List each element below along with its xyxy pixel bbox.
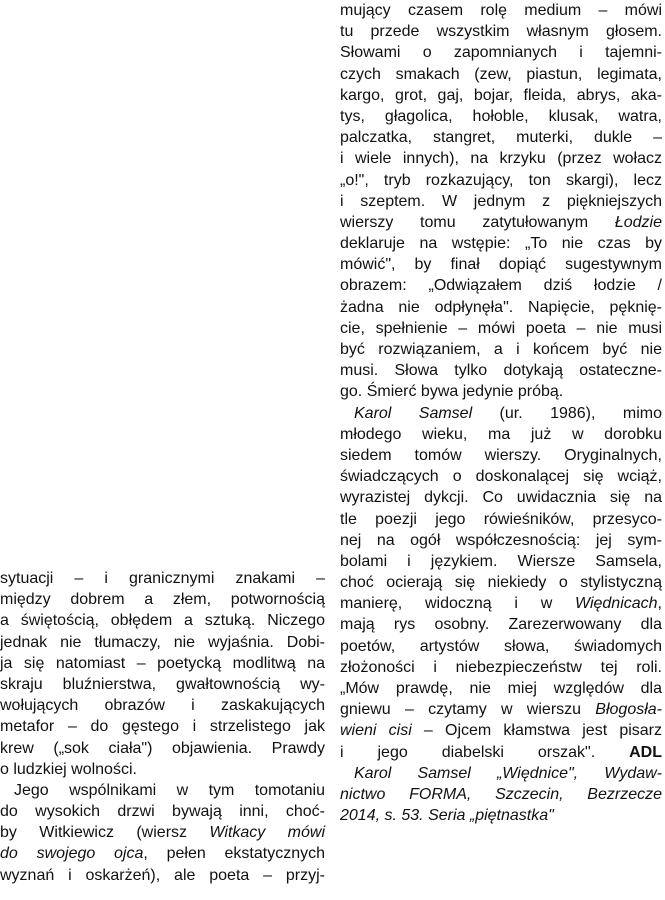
text-line: wierszy tomu zatytułowanym Łodzie bbox=[340, 213, 662, 231]
text-line: tle poezji jego rówieśników, przesyco- bbox=[340, 510, 662, 528]
text-line: Karol Samsel „Więdnice", Wydaw- bbox=[354, 764, 662, 782]
text-line: mujący czasem rolę medium – mówi bbox=[340, 2, 662, 19]
text-line: do swojego ojca, pełen ekstatycznych bbox=[0, 845, 325, 863]
text-line: tys, głagolica, hołoble, klusak, watra, bbox=[340, 107, 662, 125]
italic-name: Karol Samsel bbox=[354, 404, 473, 422]
right-column bbox=[340, 0, 662, 826]
text-line: kargo, grot, gaj, bojar, fleida, abrys, aka- bbox=[340, 86, 662, 104]
text-line: poetów, artystów słowa, świadomych bbox=[340, 637, 662, 655]
text-line: tu przede wszystkim własnym głosem. bbox=[340, 23, 662, 41]
text-line: wieni cisi – Ojcem kłamstwa jest pisarz bbox=[340, 722, 663, 740]
left-column bbox=[0, 568, 325, 886]
text-line: czych smakach (zew, piastun, legimata, bbox=[340, 65, 662, 83]
text-line: i jego diabelski orszak". ADL bbox=[340, 743, 662, 761]
text-line: ja się natomiast – poetycką modlitwą na bbox=[0, 654, 325, 672]
text-line: „Mów prawdę, nie miej względów dla bbox=[340, 680, 662, 697]
text-line: choć ocierają się niekiedy o stylistyczną bbox=[340, 574, 662, 592]
italic-title: Więdnicach bbox=[574, 595, 658, 613]
author-signature: ADL bbox=[629, 743, 662, 761]
text-line: musi. Słowa tylko dotykają ostateczne- bbox=[340, 362, 662, 380]
italic-title: Błogosła- bbox=[595, 701, 662, 719]
text-line: jednak nie tłumaczy, nie wyjaśnia. Dobi- bbox=[0, 633, 325, 651]
text-line: wołujących obrazów i zaskakujących bbox=[0, 697, 325, 715]
text-line: mówić", by finał dopiąć sugestywnym bbox=[340, 256, 662, 274]
text-line: i wiele innych), na krzyku (przez wołacz bbox=[340, 150, 662, 168]
text-line: do wysokich drzwi bywają inni, choć- bbox=[0, 803, 325, 821]
text-line: między dobrem a złem, potwornością bbox=[0, 591, 325, 609]
italic-title: do swojego ojca bbox=[0, 845, 144, 863]
text-line: metafor – do gęstego i strzelistego jak bbox=[0, 718, 325, 736]
text-line: krew („sok ciała") objawienia. Prawdy bbox=[0, 739, 325, 757]
text-line: i szeptem. W jednym z piękniejszych bbox=[340, 192, 662, 210]
text-line: deklaruje na wstępie: „To nie czas by bbox=[340, 235, 662, 253]
text-line: mają rys osobny. Zarezerwowany dla bbox=[340, 616, 662, 634]
text-line: manierę, widoczną i w Więdnicach, bbox=[340, 595, 662, 613]
italic-title: Łodzie bbox=[614, 213, 662, 231]
italic-title: wieni cisi bbox=[340, 722, 412, 740]
text-line: wyznań i oskarżeń), ale poeta – przyj- bbox=[0, 866, 325, 884]
text-line: a świętością, obłędem a sztuką. Niczego bbox=[0, 612, 325, 630]
text-line: nictwo FORMA, Szczecin, Bezrzecze bbox=[340, 785, 662, 803]
text-line: młodego wieku, ma już w dorobku bbox=[340, 425, 662, 443]
text-line: 2014, s. 53. Seria „piętnastka" bbox=[340, 807, 554, 825]
text-line: być rozwiązaniem, a i końcem być nie bbox=[340, 341, 662, 358]
text-line: cie, spełnienie – mówi poeta – nie musi bbox=[340, 319, 662, 337]
text-line: siedem tomów wierszy. Oryginalnych, bbox=[340, 446, 662, 464]
text-line: by Witkiewicz (wiersz Witkacy mówi bbox=[0, 824, 326, 842]
text-line: złożoności i niebezpieczeństw tej roli. bbox=[340, 658, 662, 676]
italic-title: Witkacy mówi bbox=[209, 824, 326, 842]
text-line: palczatka, stangret, muterki, dukle – bbox=[340, 129, 662, 147]
text-line: skraju bluźnierstwa, gwałtownością wy- bbox=[0, 675, 325, 693]
text-line: bolami i językiem. Wiersze Samsela, bbox=[340, 552, 662, 570]
text-line: nej na ogół współczesnością: jej sym- bbox=[340, 531, 662, 549]
text-line: go. Śmierć bywa jedynie próbą. bbox=[340, 383, 564, 401]
text-line: żadna nie odpłynęła". Napięcie, pęknię- bbox=[340, 298, 662, 316]
text-line: Jego wspólnikami w tym tomotaniu bbox=[14, 781, 325, 799]
text-line: o ludzkiej wolności. bbox=[0, 760, 137, 778]
text-line: „o!", tryb rozkazujący, ton skargi), lecz bbox=[340, 171, 662, 189]
text-line: Karol Samsel (ur. 1986), mimo bbox=[354, 404, 662, 422]
text-line: świadczących o doskonalącej się wciąż, bbox=[340, 468, 662, 486]
text-line: Słowami o zapomnianych i tajemni- bbox=[340, 44, 662, 62]
text-line: gniewu – czytamy w wierszu Błogosła- bbox=[340, 701, 662, 719]
text-line: sytuacji – i granicznymi znakami – bbox=[0, 570, 325, 587]
text-line: wyrazistej dykcji. Co uwidacznia się na bbox=[340, 489, 662, 507]
text-line: obrazem: „Odwiązałem dziś łodzie / bbox=[340, 277, 662, 295]
